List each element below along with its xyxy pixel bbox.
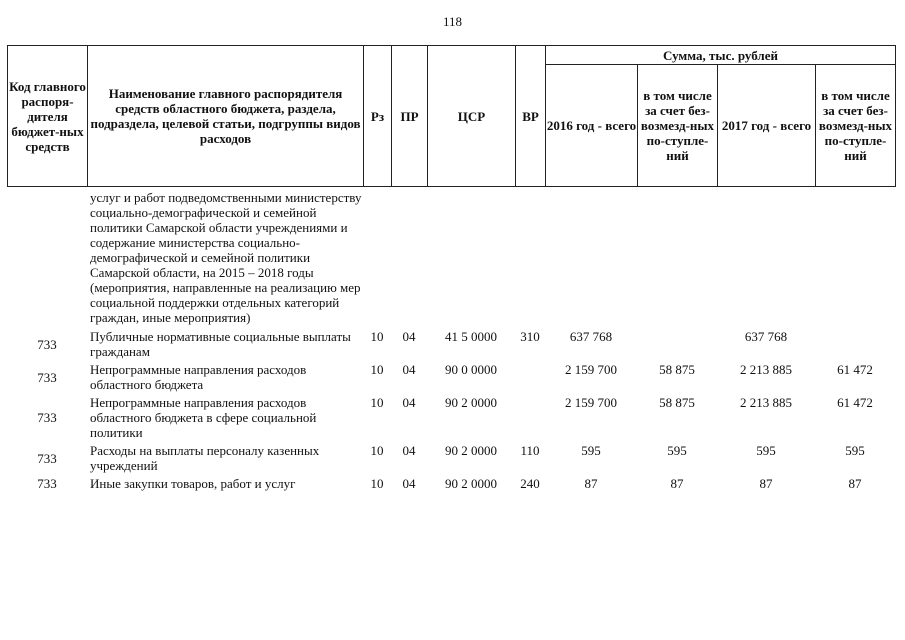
row-2017-gratuitous: 87 bbox=[848, 476, 862, 491]
table-body bbox=[7, 190, 895, 494]
row-pr: 04 bbox=[402, 395, 416, 410]
row-pr: 04 bbox=[402, 329, 416, 344]
header-code: Код главного распоря-дителя бюджет-ных средств bbox=[8, 46, 88, 187]
table-row bbox=[7, 443, 895, 476]
continuation-row bbox=[7, 190, 895, 329]
row-2017-total: 637 768 bbox=[744, 329, 788, 344]
row-2016-gratuitous: 595 bbox=[667, 443, 687, 458]
row-vr: 110 bbox=[520, 443, 540, 458]
row-csr: 90 2 0000 bbox=[445, 443, 497, 458]
row-code: 733 bbox=[37, 410, 57, 425]
row-rz: 10 bbox=[370, 329, 384, 344]
row-2017-total: 595 bbox=[756, 443, 776, 458]
row-rz: 10 bbox=[370, 395, 384, 410]
row-2017-gratuitous: 595 bbox=[845, 443, 865, 458]
table-row bbox=[7, 476, 895, 494]
row-csr: 90 0 0000 bbox=[445, 362, 497, 377]
header-csr: ЦСР bbox=[428, 46, 516, 187]
row-pr: 04 bbox=[402, 476, 416, 491]
row-2016-total: 2 159 700 bbox=[565, 395, 617, 410]
row-2017-total: 87 bbox=[759, 476, 773, 491]
row-2016-gratuitous bbox=[637, 329, 717, 362]
row-csr: 41 5 0000 bbox=[445, 329, 497, 344]
row-code: 733 bbox=[37, 450, 57, 466]
header-sum: Сумма, тыс. рублей bbox=[546, 46, 896, 65]
row-2016-gratuitous: 58 875 bbox=[659, 362, 695, 377]
row-pr: 04 bbox=[402, 362, 416, 377]
table-row bbox=[7, 362, 895, 395]
row-2017-total: 2 213 885 bbox=[740, 395, 792, 410]
row-2017-total: 2 213 885 bbox=[740, 362, 792, 377]
row-vr: 240 bbox=[520, 476, 540, 491]
page-number: 118 bbox=[442, 14, 463, 29]
row-rz: 10 bbox=[370, 443, 384, 458]
row-name: Непрограммные направления расходов областного бюджета в сфере социальной политики bbox=[90, 395, 317, 440]
row-code: 733 bbox=[37, 476, 57, 491]
row-code: 733 bbox=[37, 336, 57, 352]
continuation-text: услуг и работ подведомственными министерству социально-демографической и семейной политики Самарской области учреждениями и содержание министерства социально-демографической и семейной политики Самарской области, на 2015 – 2018 годы (мероприятия, направленные на реализацию мер социальной поддержки отдельных категорий граждан, иные мероприятия) bbox=[90, 190, 362, 325]
row-2016-total: 637 768 bbox=[569, 329, 613, 344]
row-2016-total: 2 159 700 bbox=[565, 362, 617, 377]
row-csr: 90 2 0000 bbox=[445, 476, 497, 491]
header-pr: ПР bbox=[392, 46, 428, 187]
header-name: Наименование главного распорядителя средств областного бюджета, раздела, подраздела, целевой статьи, подгруппы видов расходов bbox=[88, 46, 364, 187]
row-pr: 04 bbox=[402, 443, 416, 458]
table-row bbox=[7, 329, 895, 362]
row-name: Иные закупки товаров, работ и услуг bbox=[90, 476, 296, 491]
row-rz: 10 bbox=[370, 362, 384, 377]
row-name: Непрограммные направления расходов областного бюджета bbox=[90, 362, 307, 392]
row-2016-gratuitous: 58 875 bbox=[659, 395, 695, 410]
header-rz: Рз bbox=[364, 46, 392, 187]
row-rz: 10 bbox=[370, 476, 384, 491]
header-2016-total: 2016 год - всего bbox=[546, 65, 638, 187]
row-vr bbox=[515, 395, 545, 443]
table-header bbox=[7, 45, 896, 187]
row-name: Расходы на выплаты персоналу казенных учреждений bbox=[90, 443, 320, 473]
header-vr: ВР bbox=[516, 46, 546, 187]
row-code: 733 bbox=[37, 369, 57, 385]
row-2017-gratuitous bbox=[815, 329, 895, 362]
table-row bbox=[7, 395, 895, 443]
row-name: Публичные нормативные социальные выплаты гражданам bbox=[90, 329, 351, 359]
header-2017-total: 2017 год - всего bbox=[718, 65, 816, 187]
header-2017-gratuitous: в том числе за счет без-возмезд-ных по-ступле-ний bbox=[816, 65, 896, 187]
row-csr: 90 2 0000 bbox=[445, 395, 497, 410]
header-2016-gratuitous: в том числе за счет без-возмезд-ных по-ступле-ний bbox=[638, 65, 718, 187]
row-vr: 310 bbox=[520, 329, 540, 344]
row-2016-total: 87 bbox=[584, 476, 598, 491]
row-2016-gratuitous: 87 bbox=[670, 476, 684, 491]
row-2016-total: 595 bbox=[581, 443, 601, 458]
row-2017-gratuitous: 61 472 bbox=[837, 395, 873, 410]
row-2017-gratuitous: 61 472 bbox=[837, 362, 873, 377]
row-vr bbox=[515, 362, 545, 395]
